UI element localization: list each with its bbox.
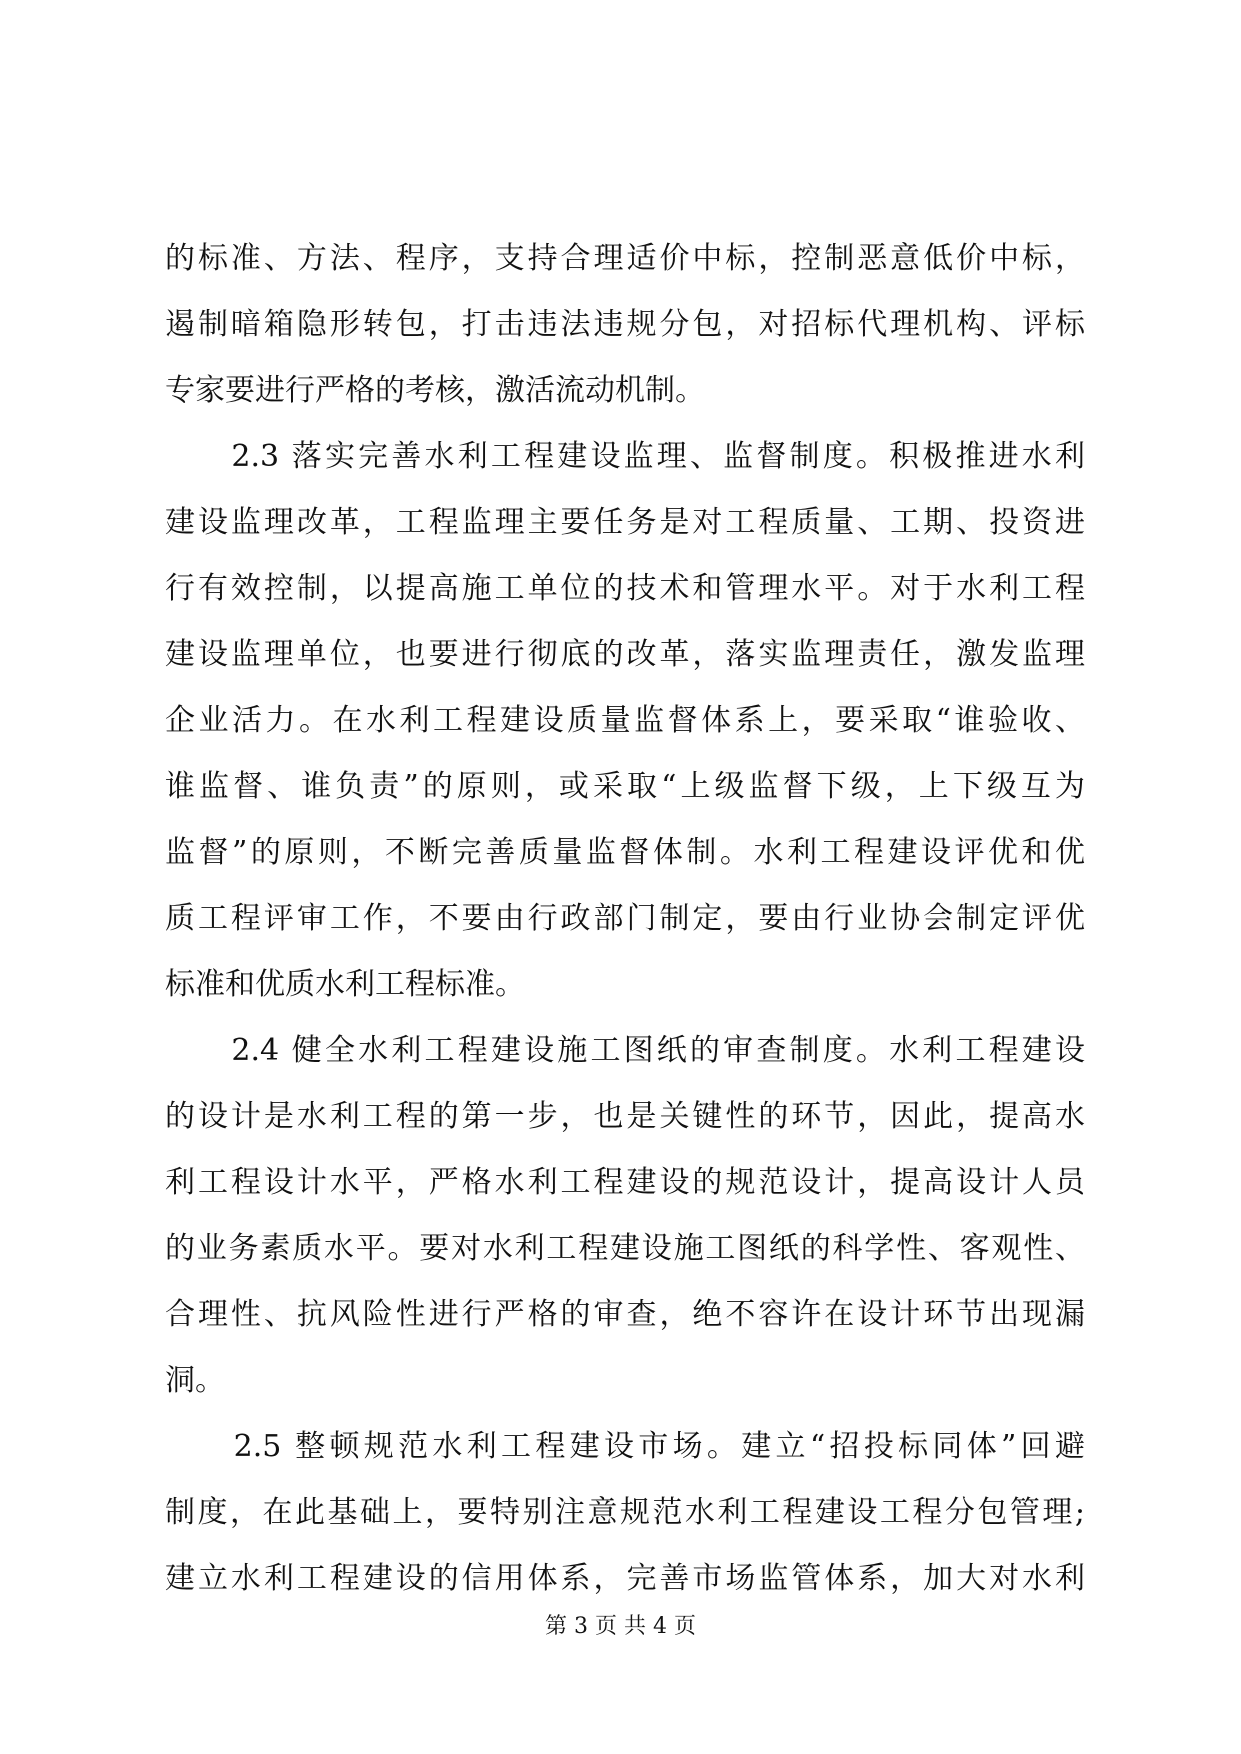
- text-line: 建设监理改革，工程监理主要任务是对工程质量、工期、投资进: [165, 505, 1085, 540]
- text-line: 监督”的原则，不断完善质量监督体制。水利工程建设评优和优: [165, 835, 1085, 870]
- text-line: 遏制暗箱隐形转包，打击违法违规分包，对招标代理机构、评标: [165, 307, 1085, 342]
- text-line: 2.3 落实完善水利工程建设监理、监督制度。积极推进水利: [165, 439, 1085, 474]
- text-line: 利工程设计水平，严格水利工程建设的规范设计，提高设计人员: [165, 1165, 1085, 1200]
- text-line: 的业务素质水平。要对水利工程建设施工图纸的科学性、客观性、: [165, 1231, 1085, 1266]
- text-line: 2.4 健全水利工程建设施工图纸的审查制度。水利工程建设: [165, 1033, 1085, 1068]
- text-line: 标准和优质水利工程标准。: [165, 967, 525, 1002]
- text-line: 谁监督、谁负责”的原则，或采取“上级监督下级，上下级互为: [165, 769, 1085, 804]
- text-line: 建立水利工程建设的信用体系，完善市场监管体系，加大对水利: [165, 1561, 1085, 1596]
- text-line: 建设监理单位，也要进行彻底的改革，落实监理责任，激发监理: [165, 637, 1085, 672]
- text-line: 制度，在此基础上，要特别注意规范水利工程建设工程分包管理;: [165, 1495, 1085, 1530]
- text-line: 洞。: [165, 1363, 225, 1398]
- text-line: 的设计是水利工程的第一步，也是关键性的环节，因此，提高水: [165, 1099, 1085, 1134]
- body-text: [165, 226, 1085, 1612]
- text-line: 行有效控制，以提高施工单位的技术和管理水平。对于水利工程: [165, 571, 1085, 606]
- page-number-footer: 第 3 页 共 4 页: [545, 1614, 696, 1639]
- text-line: 专家要进行严格的考核，激活流动机制。: [165, 373, 705, 408]
- text-line: 企业活力。在水利工程建设质量监督体系上，要采取“谁验收、: [165, 703, 1085, 738]
- text-line: 的标准、方法、程序，支持合理适价中标，控制恶意低价中标，: [165, 241, 1085, 276]
- text-line: 合理性、抗风险性进行严格的审查，绝不容许在设计环节出现漏: [165, 1297, 1085, 1332]
- text-line: 质工程评审工作，不要由行政部门制定，要由行业协会制定评优: [165, 901, 1085, 936]
- text-line: 2.5 整顿规范水利工程建设市场。建立“招投标同体”回避: [165, 1429, 1085, 1464]
